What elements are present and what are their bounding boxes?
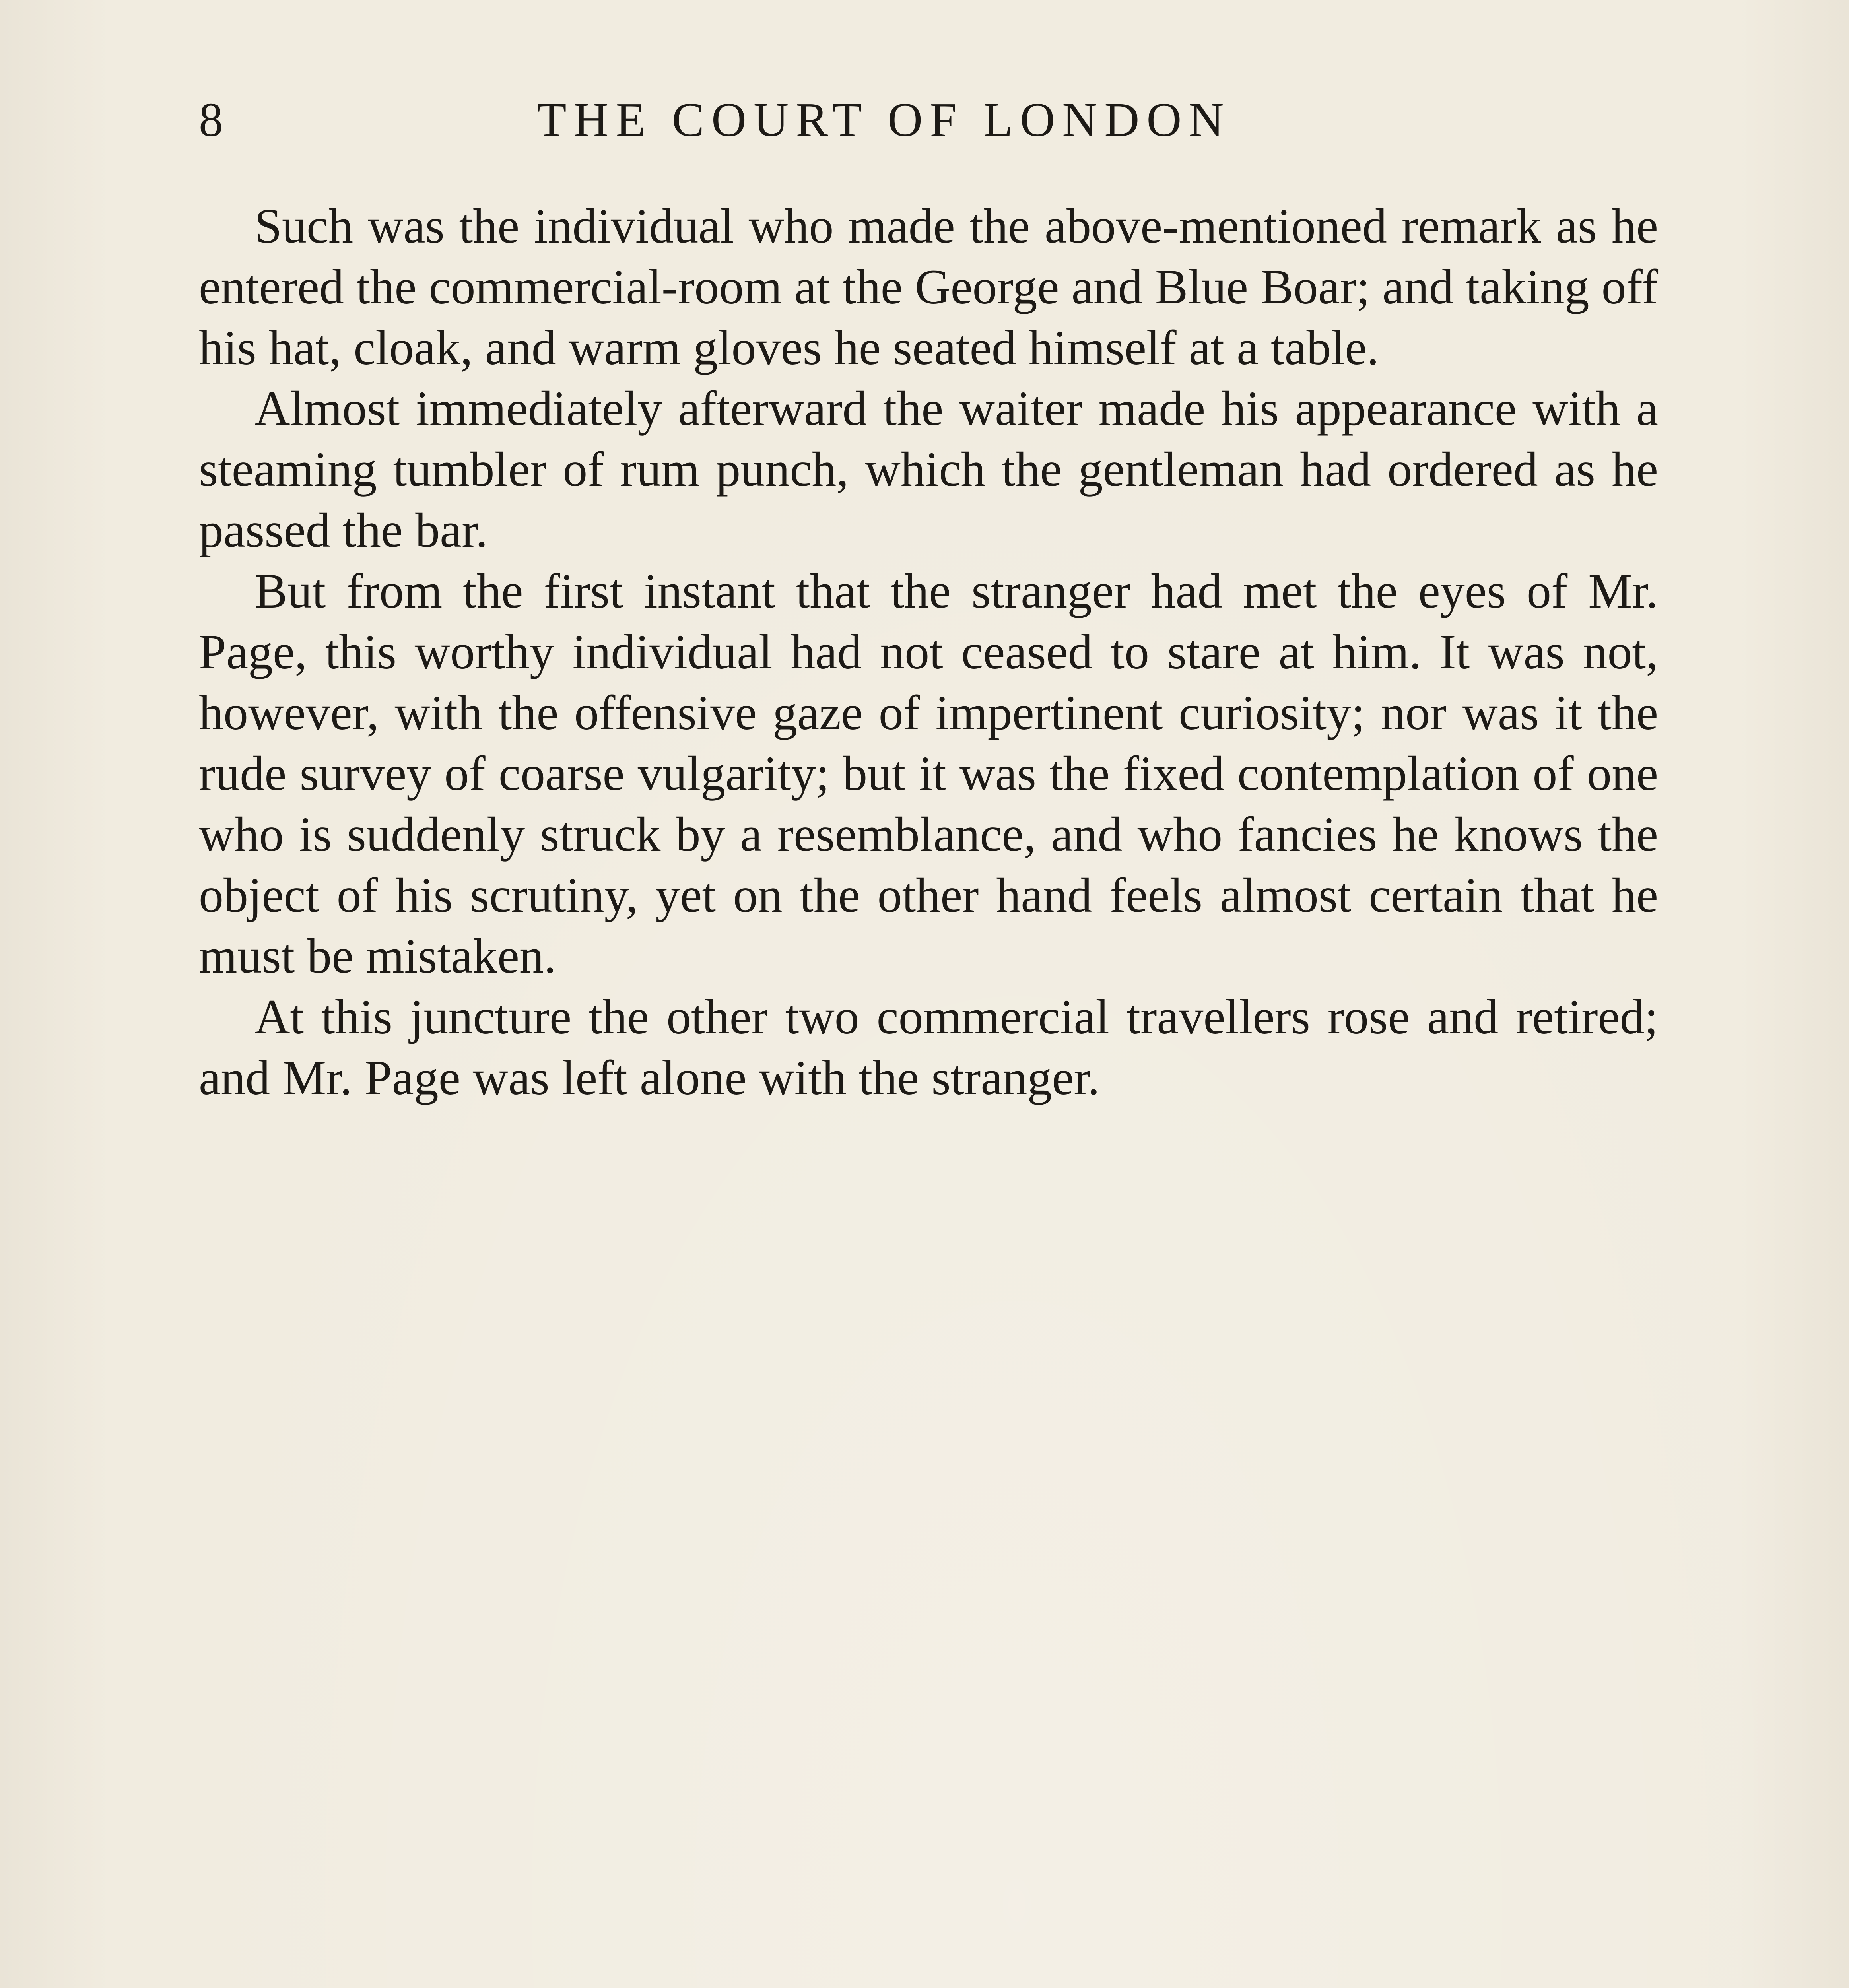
paragraph: Such was the individual who made the above-mentioned remark as he entered the commercial-room at the George and Blue Boar; and taking off his hat, cloak, and warm gloves he seated himself at a table.	[199, 199, 1658, 375]
running-title: THE COURT OF LONDON	[537, 93, 1231, 147]
body-text	[199, 196, 1658, 1108]
running-head	[199, 88, 1658, 152]
paragraph: Almost immediately afterward the waiter made his appearance with a steaming tumbler of rum punch, which the gentleman had ordered as he passed the bar.	[199, 381, 1658, 557]
page-number: 8	[199, 93, 224, 147]
paragraph: At this juncture the other two commercial travellers rose and retired; and Mr. Page was left alone with the stranger.	[199, 990, 1658, 1105]
paragraph: But from the first instant that the stranger had met the eyes of Mr. Page, this worthy individual had not ceased to stare at him. It was not, however, with the offensive gaze of impertinent curiosity; nor was it the rude survey of coarse vulgarity; but it was the fixed contemplation of one who is suddenly struck by a resemblance, and who fancies he knows the object of his scrutiny, yet on the other hand feels almost certain that he must be mistaken.	[199, 564, 1658, 983]
